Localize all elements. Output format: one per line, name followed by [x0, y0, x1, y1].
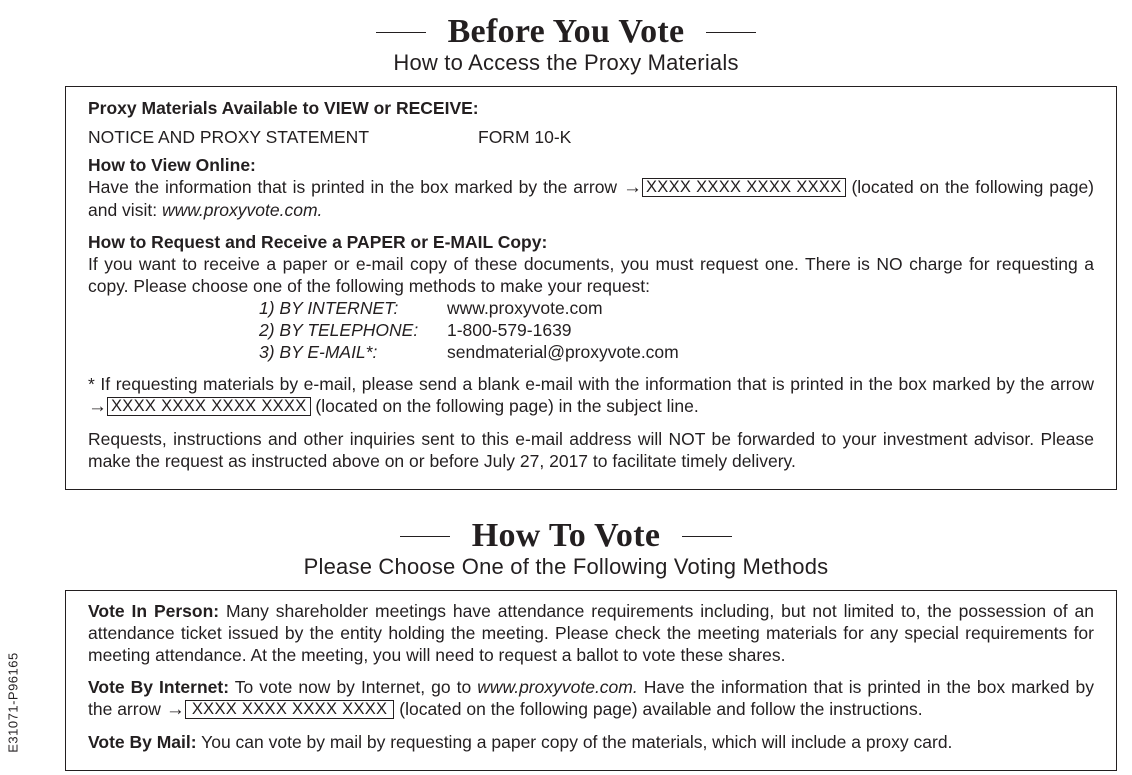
vote-by-mail-text: You can vote by mail by requesting a paper copy of the materials, which will include a proxy card. — [201, 732, 953, 752]
proxyvote-link[interactable]: www.proxyvote.com. — [477, 677, 638, 697]
section-title: Before You Vote — [447, 13, 685, 50]
request-text: If you want to receive a paper or e-mail copy of these documents, you must request one. There is NO charge for requesting a copy. Please choose one of the following methods to make your request: — [88, 254, 1094, 296]
materials-heading: Proxy Materials Available to VIEW or RECEIVE: — [88, 98, 479, 118]
vote-in-person-text: Many shareholder meetings have attendance requirements including, but not limited to, the possession of an attendance ticket issued by the entity holding the meeting. Please check the meeting materials for any special requirements for meeting attendance. At the meeting, you will need to request a ballot to vote these shares. — [88, 601, 1094, 665]
request-notice: Requests, instructions and other inquiries sent to this e-mail address will NOT be forwarded to your investment advisor. Please make the request as instructed above on or before July 27, 2017 to facilitate timely delivery. — [88, 429, 1094, 471]
vote-in-person-label: Vote In Person: — [88, 601, 220, 621]
text: * If requesting materials by e-mail, please send a blank e-mail with the information that is printed in the box marked by the arrow — [88, 374, 1094, 394]
request-methods-list — [259, 297, 1094, 363]
request-heading: How to Request and Receive a PAPER or E-MAIL Copy: — [88, 232, 548, 252]
email-footnote — [88, 373, 1094, 418]
how-to-vote-heading — [0, 518, 1132, 580]
request-method-telephone — [259, 319, 1094, 341]
text: Have the information that is printed in the box marked by the arrow — [88, 177, 618, 197]
method-label: 3) BY E-MAIL*: — [259, 342, 378, 362]
before-you-vote-heading — [0, 14, 1132, 76]
text: (located on the following page) in the subject line. — [315, 396, 699, 416]
material-item: NOTICE AND PROXY STATEMENT — [88, 127, 370, 147]
proxyvote-link[interactable]: www.proxyvote.com. — [161, 200, 323, 220]
title-rule-left — [376, 32, 426, 33]
request-method-email — [259, 341, 1094, 363]
method-label: 1) BY INTERNET: — [259, 298, 399, 318]
vote-by-internet-label: Vote By Internet: — [88, 677, 230, 697]
document-code: E31071-P96165 — [5, 652, 21, 753]
proxy-materials-box — [65, 86, 1117, 490]
title-rule-right — [706, 32, 756, 33]
method-value-phone[interactable]: 1-800-579-1639 — [447, 320, 572, 340]
method-value-url[interactable]: www.proxyvote.com — [447, 298, 603, 318]
vote-by-mail-label: Vote By Mail: — [88, 732, 197, 752]
section-subtitle: Please Choose One of the Following Voting Methods — [303, 554, 829, 579]
vote-in-person — [88, 600, 1094, 666]
title-rule-right — [682, 536, 732, 537]
text: To vote now by Internet, go to — [234, 677, 472, 697]
view-online-heading: How to View Online: — [88, 155, 256, 175]
section-title: How To Vote — [471, 517, 661, 554]
text: Have the information that is printed in the box marked by the arrow — [88, 677, 1094, 719]
control-number-box: XXXX XXXX XXXX XXXX — [107, 397, 311, 416]
title-rule-left — [400, 536, 450, 537]
request-method-internet — [259, 297, 1094, 319]
vote-by-mail — [88, 731, 1094, 753]
method-value-email[interactable]: sendmaterial@proxyvote.com — [447, 342, 679, 362]
materials-list — [88, 126, 1094, 148]
arrow-right-icon: → — [165, 699, 185, 720]
view-online-text — [88, 176, 1094, 221]
method-label: 2) BY TELEPHONE: — [259, 320, 419, 340]
voting-methods-box — [65, 590, 1117, 771]
control-number-box: XXXX XXXX XXXX XXXX — [185, 700, 395, 719]
control-number-box: XXXX XXXX XXXX XXXX — [642, 178, 846, 197]
material-item: FORM 10-K — [478, 127, 572, 147]
arrow-right-icon: → — [623, 177, 642, 198]
vote-by-internet — [88, 676, 1094, 721]
text: (located on the following page) available and follow the instructions. — [399, 699, 923, 719]
section-subtitle: How to Access the Proxy Materials — [393, 50, 739, 75]
text: (located on the following page) and visit: — [88, 177, 1095, 220]
arrow-right-icon: → — [88, 396, 107, 417]
